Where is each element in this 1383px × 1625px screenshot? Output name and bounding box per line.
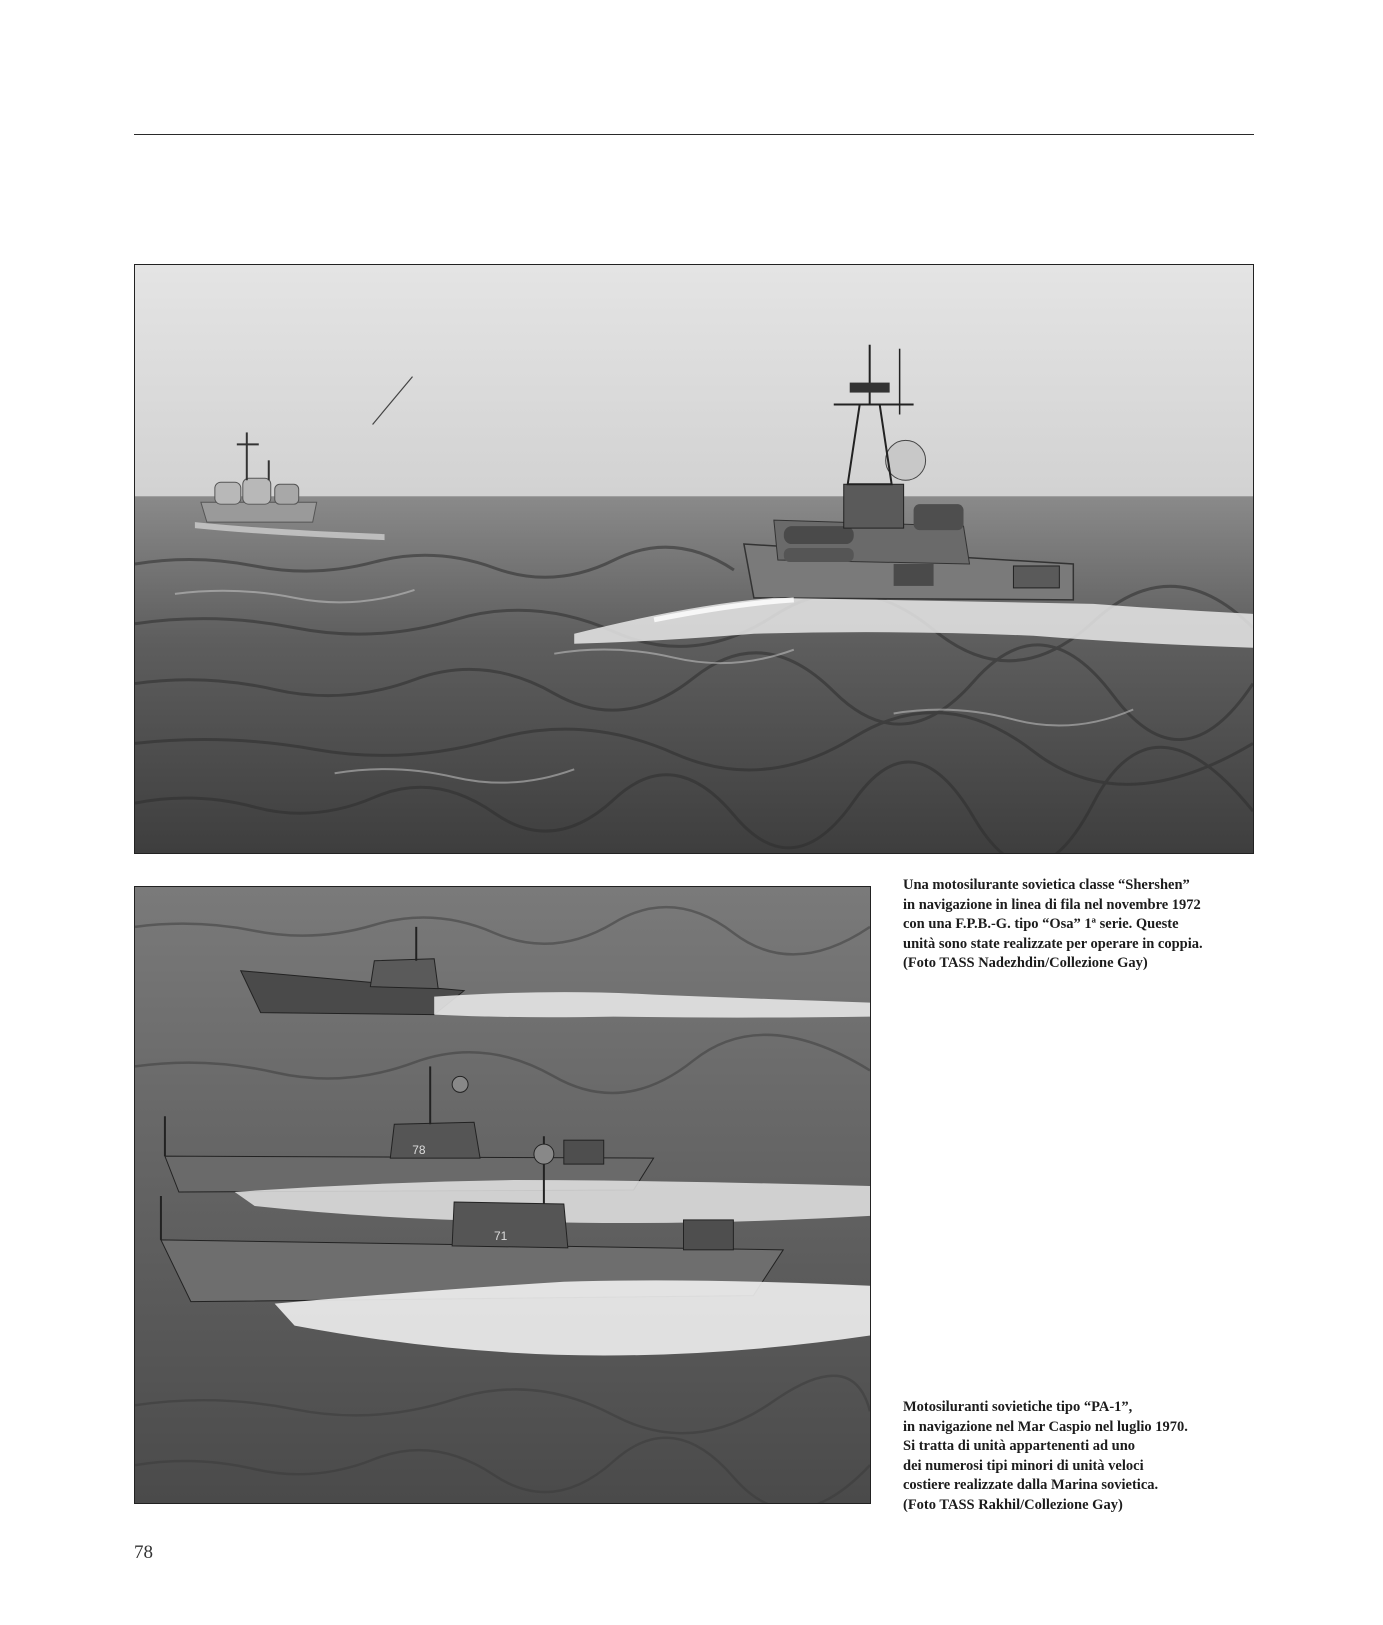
photo-shershen-osa-image	[135, 265, 1253, 853]
header-rule	[134, 134, 1254, 135]
photo-shershen-osa	[134, 264, 1254, 854]
caption-line: in navigazione in linea di fila nel novembre 1972	[903, 896, 1201, 913]
caption-line: Si tratta di unità appartenenti ad uno	[903, 1438, 1136, 1454]
caption-line: (Foto TASS Rakhil/Collezione Gay)	[903, 1496, 1123, 1513]
caption-line: con una F.P.B.-G. tipo “Osa” 1ª serie. Queste	[903, 916, 1179, 932]
caption-line: unità sono state realizzate per operare in coppia.	[903, 935, 1203, 952]
caption-top	[903, 876, 1203, 974]
caption-line: Motosiluranti sovietiche tipo “PA-1”,	[903, 1399, 1133, 1415]
hull-number-71: 71	[494, 1228, 508, 1243]
caption-line: in navigazione nel Mar Caspio nel luglio 1970.	[903, 1418, 1188, 1435]
hull-number-78: 78	[412, 1143, 426, 1158]
caption-line: dei numerosi tipi minori di unità veloci	[903, 1457, 1144, 1474]
photo-pa1-boats	[134, 886, 871, 1504]
page-number: 78	[134, 1542, 153, 1563]
caption-bottom	[903, 1398, 1188, 1515]
photo-pa1-boats-image	[135, 887, 870, 1503]
caption-line: (Foto TASS Nadezhdin/Collezione Gay)	[903, 955, 1148, 971]
caption-line: costiere realizzate dalla Marina sovietica.	[903, 1477, 1159, 1493]
caption-line: Una motosilurante sovietica classe “Shershen”	[903, 877, 1190, 893]
